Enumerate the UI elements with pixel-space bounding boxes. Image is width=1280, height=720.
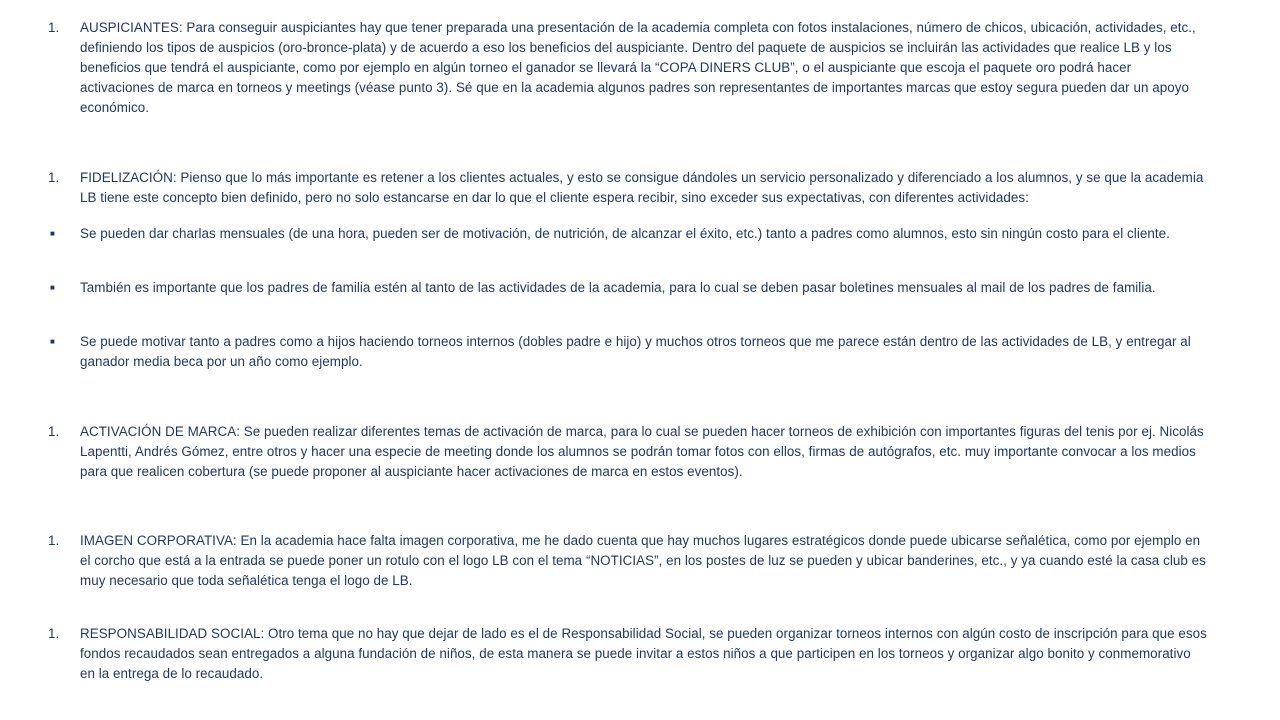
- numbered-item-imagen: [48, 531, 1208, 591]
- bullet-item-boletines: [48, 278, 1208, 298]
- list-number: 1.: [48, 170, 60, 185]
- paragraph-imagen: IMAGEN CORPORATIVA: En la academia hace falta imagen corporativa, me he dado cuenta que hay muchos lugares estratégicos donde puede ubicarse señalética, como por ejemplo en el corcho que está a la entrada se puede poner un rotulo con el logo LB con el tema “NOTICIAS”, en los postes de luz se pueden y ubicar banderines, etc., y ya cuando esté la casa club es muy necesario que toda señalética tenga el logo de LB.: [80, 533, 1206, 588]
- list-number: 1.: [48, 20, 60, 35]
- square-bullet-icon: ■: [50, 337, 55, 346]
- numbered-item-auspiciantes: [48, 18, 1208, 118]
- paragraph-torneos: Se puede motivar tanto a padres como a hijos haciendo torneos internos (dobles padre e hijo) y muchos otros torneos que me parece están dentro de las actividades de LB, y entregar al ganador media beca por un año como ejemplo.: [80, 334, 1191, 369]
- numbered-item-fidelizacion: [48, 168, 1208, 208]
- bullet-item-torneos: [48, 332, 1208, 372]
- paragraph-auspiciantes: AUSPICIANTES: Para conseguir auspiciantes hay que tener preparada una presentación de la academia completa con fotos instalaciones, número de chicos, ubicación, actividades, etc., definiendo los tipos de auspicios (oro-bronce-plata) y de acuerdo a eso los beneficios del auspiciante. Dentro del paquete de auspicios se incluirán las actividades que realice LB y los beneficios que tendrá el auspiciante, como por ejemplo en algún torneo el ganador se llevará la “COPA DINERS CLUB”, o el auspiciante que escoja el paquete oro podrá hacer activaciones de marca en torneos y meetings (véase punto 3). Sé que en la academia algunos padres son representantes de importantes marcas que estoy segura pueden dar un apoyo económico.: [80, 20, 1196, 115]
- numbered-item-activacion: [48, 422, 1208, 482]
- square-bullet-icon: ■: [50, 283, 55, 292]
- square-bullet-icon: ■: [50, 229, 55, 238]
- list-number: 1.: [48, 626, 60, 641]
- bullet-item-charlas: [48, 224, 1208, 244]
- numbered-item-responsabilidad: [48, 624, 1208, 684]
- list-number: 1.: [48, 533, 60, 548]
- paragraph-fidelizacion: FIDELIZACIÓN: Pienso que lo más importante es retener a los clientes actuales, y esto se consigue dándoles un servicio personalizado y diferenciado a los alumnos, y se que la academia LB tiene este concepto bien definido, pero no solo estancarse en dar lo que el cliente espera recibir, sino exceder sus expectativas, con diferentes actividades:: [80, 170, 1204, 205]
- paragraph-charlas: Se pueden dar charlas mensuales (de una hora, pueden ser de motivación, de nutrición, de alcanzar el éxito, etc.) tanto a padres como alumnos, esto sin ningún costo para el cliente.: [80, 226, 1170, 241]
- paragraph-boletines: También es importante que los padres de familia estén al tanto de las actividades de la academia, para lo cual se deben pasar boletines mensuales al mail de los padres de familia.: [80, 280, 1156, 295]
- list-number: 1.: [48, 424, 60, 439]
- paragraph-responsabilidad: RESPONSABILIDAD SOCIAL: Otro tema que no hay que dejar de lado es el de Responsabilidad Social, se pueden organizar torneos internos con algún costo de inscripción para que esos fondos recaudados sean entregados a alguna fundación de niños, de esta manera se puede invitar a estos niños a que participen en los torneos y organizar algo bonito y conmemorativo en la entrega de lo recaudado.: [80, 626, 1207, 681]
- paragraph-activacion: ACTIVACIÓN DE MARCA: Se pueden realizar diferentes temas de activación de marca, para lo cual se pueden hacer torneos de exhibición con importantes figuras del tenis por ej. Nicolás Lapentti, Andrés Gómez, entre otros y hacer una especie de meeting donde los alumnos se podrán tomar fotos con ellos, firmas de autógrafos, etc. muy importante convocar a los medios para que realicen cobertura (se puede proponer al auspiciante hacer activaciones de marca en estos eventos).: [80, 424, 1204, 479]
